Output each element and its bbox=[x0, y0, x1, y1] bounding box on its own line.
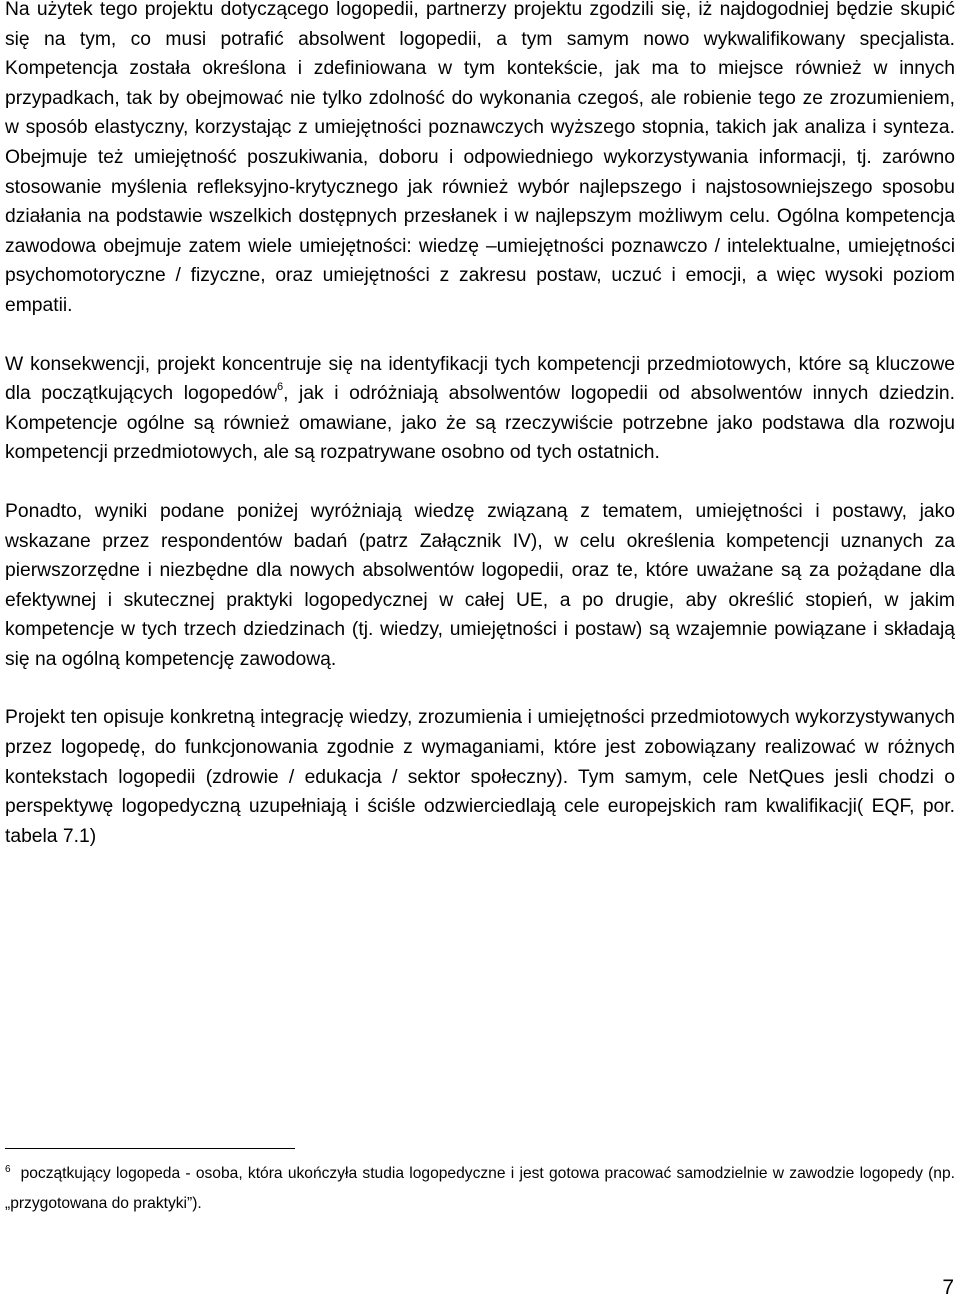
footnote-text: początkujący logopeda - osoba, która ukończyła studia logopedyczne i jest gotowa pracować samodzielnie w zawodzie logopedy (np. „przygotowana do praktyki”). bbox=[5, 1165, 955, 1212]
page-number: 7 bbox=[942, 1276, 954, 1299]
footnote-divider bbox=[5, 1148, 295, 1149]
footnote bbox=[5, 1160, 955, 1218]
paragraph-integration: Projekt ten opisuje konkretną integrację wiedzy, zrozumienia i umiejętności przedmiotowych wykorzystywanych przez logopedę, do funkcjonowania zgodnie z wymaganiami, które jest zobowiązany realizować w różnych kontekstach logopedii (zdrowie / edukacja / sektor społeczny). Tym samym, cele NetQues jesli chodzi o perspektywę logopedyczną uzupełniają i ściśle odzwierciedlają cele europejskich ram kwalifikacji( EQF, por. tabela 7.1) bbox=[5, 707, 955, 847]
paragraph-project-focus-part-2: , jak i odróżniają absolwentów logopedii od absolwentów innych dziedzin. Kompetencje ogólne są również omawiane, jako że są rzeczywiście potrzebne jako podstawa dla rozwoju kompetencji przedmiotowych, ale są rozpatrywane osobno od tych ostatnich. bbox=[5, 383, 955, 464]
paragraph-project-focus-part-1: W konsekwencji, projekt koncentruje się na identyfikacji tych kompetencji przedmiotowych, które są kluczowe dla początkujących logopedów bbox=[5, 353, 955, 405]
paragraph-competence-definition: Na użytek tego projektu dotyczącego logopedii, partnerzy projektu zgodzili się, iż najdogodniej będzie skupić się na tym, co musi potrafić absolwent logopedii, a tym samym nowo wykwalifikowany specjalista. Kompetencja została określona i zdefiniowana w tym kontekście, jak ma to miejsce również w innych przypadkach, tak by obejmować nie tylko zdolność do wykonania czegoś, ale robienie tego ze zrozumieniem, w sposób elastyczny, korzystając z umiejętności poznawczych wyższego stopnia, takich jak analiza i synteza. Obejmuje też umiejętność poszukiwania, doboru i odpowiedniego wykorzystywania informacji, tj. zarówno stosowanie myślenia refleksyjno-krytycznego jak również wybór najlepszego i najstosowniejszego sposobu działania na podstawie wszelkich dostępnych przesłanek i w najlepszym możliwym celu. Ogólna kompetencja zawodowa obejmuje zatem wiele umiejętności: wiedzę –umiejętności poznawczo / intelektualne, umiejętności psychomotoryczne / fizyczne, oraz umiejętności z zakresu postaw, uczuć i emocji, a więc wysoki poziom empatii. bbox=[5, 0, 955, 316]
document-body bbox=[5, 0, 955, 851]
paragraph-results: Ponadto, wyniki podane poniżej wyróżniają wiedzę związaną z tematem, umiejętności i postawy, jako wskazane przez respondentów badań (patrz Załącznik IV), w celu określenia kompetencji uznanych za pierwszorzędne i niezbędne dla nowych absolwentów logopedii, oraz te, które uważane są za pożądane dla efektywnej i skutecznej praktyki logopedycznej w całej UE, a po drugie, aby określić stopień, w jakim kompetencje w tych trzech dziedzinach (tj. wiedzy, umiejętności i postaw) są wzajemnie powiązane i składają się na ogólną kompetencję zawodową. bbox=[5, 500, 955, 670]
footnote-number: 6 bbox=[5, 1164, 11, 1175]
paragraph-project-focus bbox=[5, 350, 955, 468]
footnote-reference: 6 bbox=[276, 380, 284, 393]
